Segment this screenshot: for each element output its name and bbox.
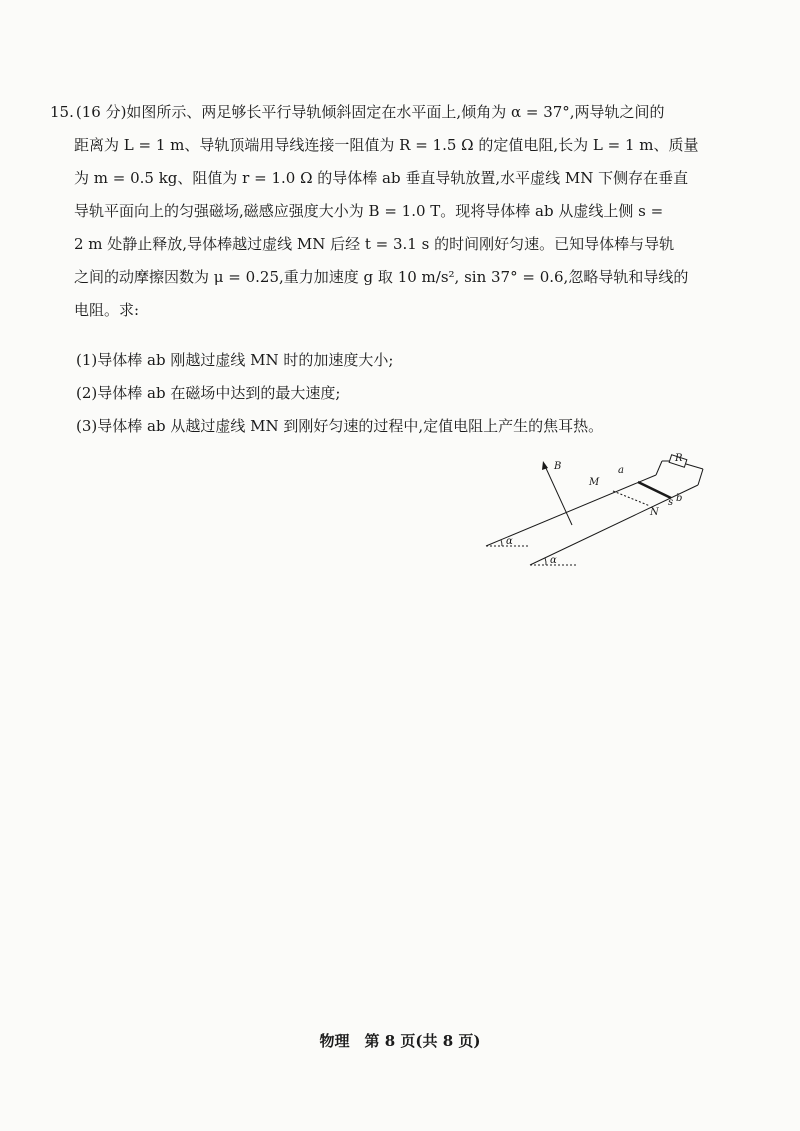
angle-arc-right <box>545 558 546 565</box>
wire-left <box>656 461 662 475</box>
problem-line: 之间的动摩擦因数为 μ = 0.25,重力加速度 g 取 10 m/s², sin 37° = 0.6,忽略导轨和导线的 <box>74 268 689 286</box>
problem-line: 为 m = 0.5 kg、阻值为 r = 1.0 Ω 的导体棒 ab 垂直导轨放置,水平虚线 MN 下侧存在垂直 <box>74 169 689 187</box>
sub-questions <box>76 344 716 443</box>
problem-line: 2 m 处静止释放,导体棒越过虚线 MN 后经 t = 3.1 s 的时间刚好匀速。已知导体棒与导轨 <box>74 235 675 253</box>
label-n: N <box>650 507 659 518</box>
sub-question-1: (1)导体棒 ab 刚越过虚线 MN 时的加速度大小; <box>76 351 394 369</box>
label-alpha-left: α <box>506 536 513 547</box>
problem-line: 15. (16 分)如图所示、两足够长平行导轨倾斜固定在水平面上,倾角为 α = 37°,两导轨之间的 <box>50 103 665 121</box>
wire-right <box>698 469 703 485</box>
problem-line: 距离为 L = 1 m、导轨顶端用导线连接一阻值为 R = 1.5 Ω 的定值电阻,长为 L = 1 m、质量 <box>74 136 699 154</box>
label-b-field: B <box>554 461 562 472</box>
sub-question-2: (2)导体棒 ab 在磁场中达到的最大速度; <box>76 384 341 402</box>
field-arrowhead <box>542 461 548 470</box>
boundary-mn <box>613 491 650 506</box>
label-s: s <box>668 497 674 508</box>
wire-top-right <box>686 464 703 469</box>
problem-number: 15. <box>50 103 74 121</box>
sub-question-3: (3)导体棒 ab 从越过虚线 MN 到刚好匀速的过程中,定值电阻上产生的焦耳热。 <box>76 417 604 435</box>
angle-arc-left <box>501 540 502 546</box>
problem-15 <box>50 96 710 327</box>
problem-line: 导轨平面向上的匀强磁场,磁感应强度大小为 B = 1.0 T。现将导体棒 ab 从虚线上侧 s = <box>74 202 664 220</box>
label-a: a <box>618 465 624 476</box>
problem-line: 电阻。求: <box>74 301 140 319</box>
rail-diagram <box>478 452 710 577</box>
label-b-end: b <box>676 493 683 504</box>
rail-diagram-svg <box>478 452 710 577</box>
label-r: R <box>675 453 683 464</box>
page-footer: 物理 第 8 页(共 8 页) <box>319 1032 481 1050</box>
label-m: M <box>589 477 600 488</box>
label-alpha-right: α <box>550 555 557 566</box>
conductor-bar-ab <box>638 482 671 498</box>
